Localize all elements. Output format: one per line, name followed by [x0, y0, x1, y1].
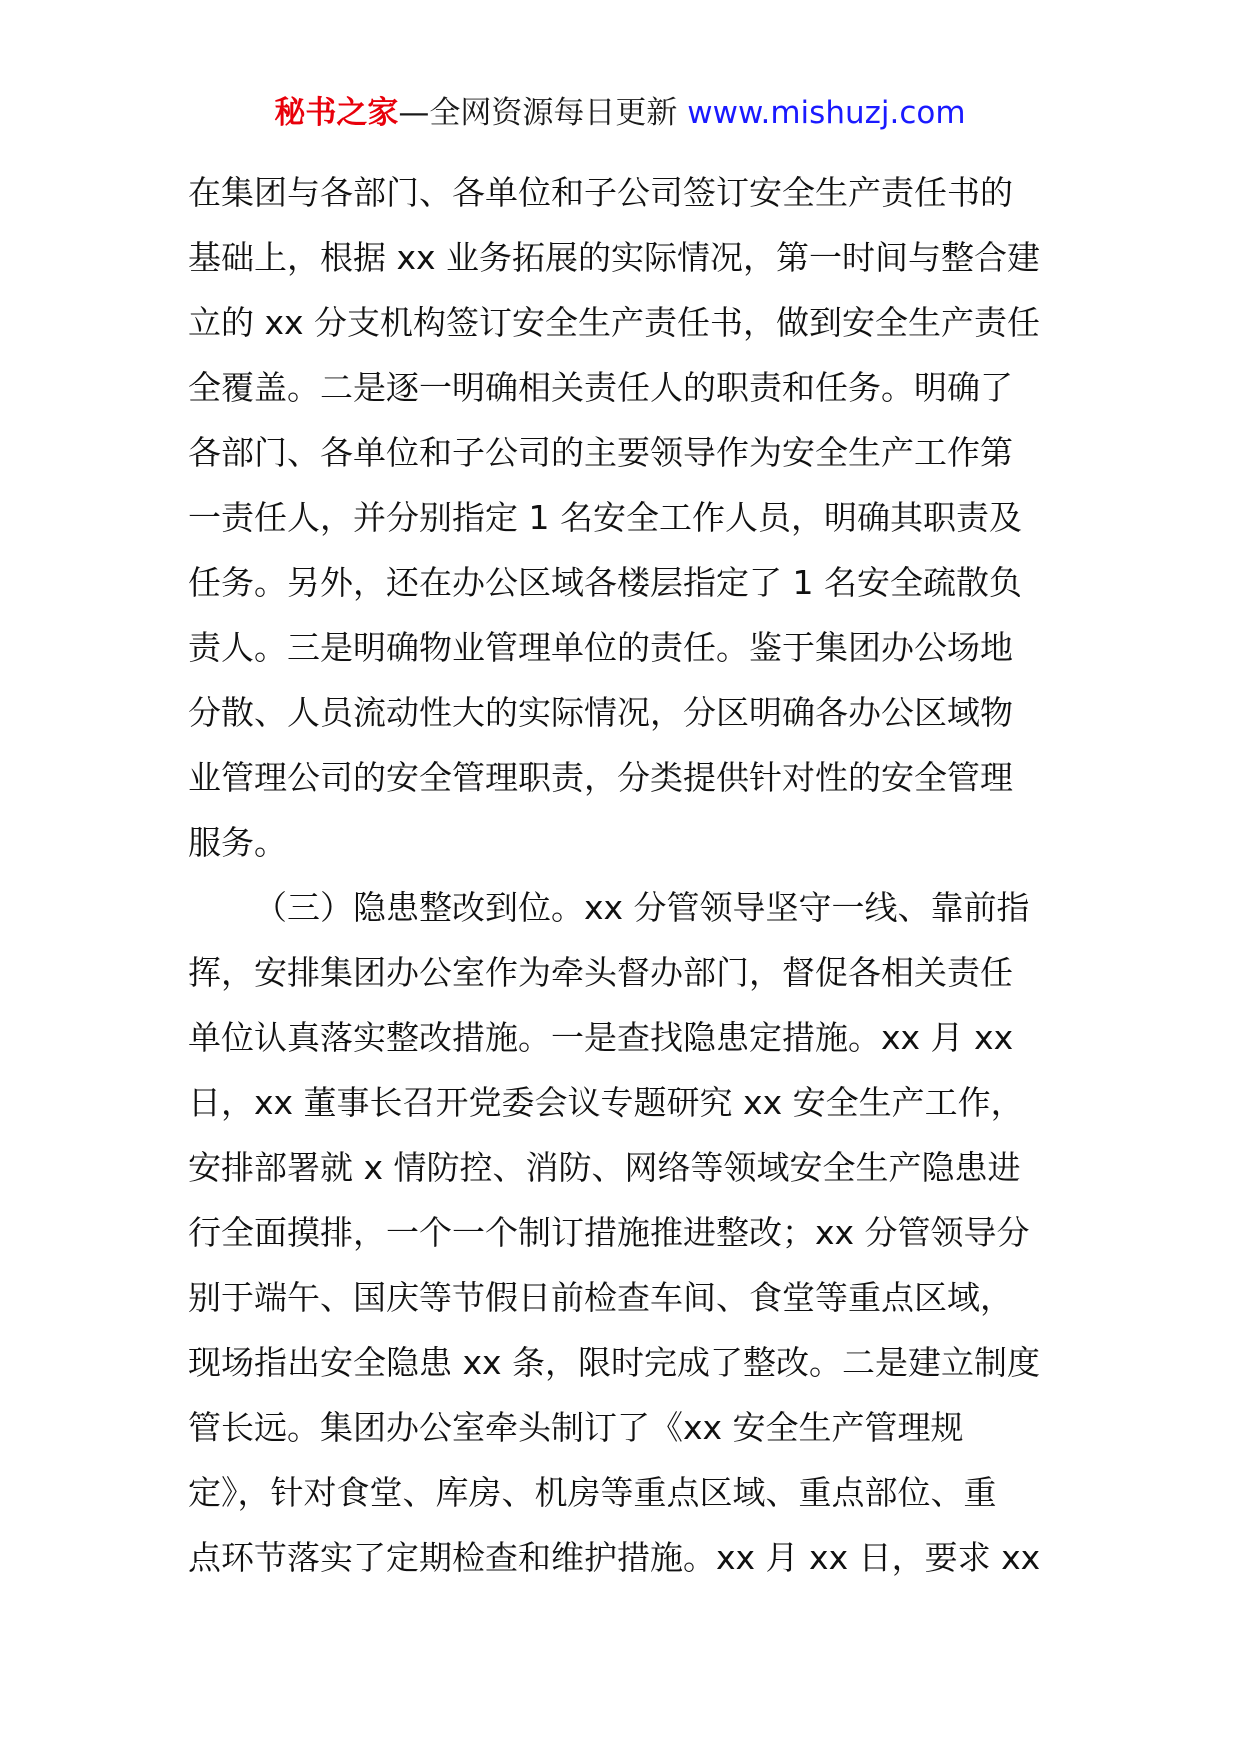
section-heading-line: （三）隐患整改到位。xx 分管领导坚守一线、靠前指 [254, 888, 1030, 927]
text-line: 全覆盖。二是逐一明确相关责任人的职责和任务。明确了 [188, 368, 1013, 407]
text-line: 单位认真落实整改措施。一是查找隐患定措施。xx 月 xx [188, 1018, 1014, 1057]
text-line: 在集团与各部门、各单位和子公司签订安全生产责任书的 [188, 173, 1013, 212]
brand-name: 秘书之家 [274, 95, 399, 131]
text-line: 基础上，根据 xx 业务拓展的实际情况，第一时间与整合建 [188, 238, 1041, 277]
text-line: 业管理公司的安全管理职责，分类提供针对性的安全管理 [188, 758, 1013, 797]
text-line: 别于端午、国庆等节假日前检查车间、食堂等重点区域， [188, 1278, 1013, 1317]
site-header [0, 88, 1240, 138]
text-line: 点环节落实了定期检查和维护措施。xx 月 xx 日，要求 xx [188, 1538, 1041, 1577]
text-line: 管长远。集团办公室牵头制订了《xx 安全生产管理规 [188, 1408, 964, 1447]
document-body [188, 160, 1064, 1590]
text-line: 日，xx 董事长召开党委会议专题研究 xx 安全生产工作， [188, 1083, 1024, 1122]
text-line: 责人。三是明确物业管理单位的责任。鉴于集团办公场地 [188, 628, 1013, 667]
header-slogan: —全网资源每日更新 [398, 95, 678, 131]
text-line: 定》，针对食堂、库房、机房等重点区域、重点部位、重 [188, 1473, 997, 1512]
site-url-link[interactable]: www.mishuzj.com [687, 95, 966, 131]
text-line: 任务。另外，还在办公区域各楼层指定了 1 名安全疏散负 [188, 563, 1022, 602]
text-line: 一责任人，并分别指定 1 名安全工作人员，明确其职责及 [188, 498, 1022, 537]
text-line: 立的 xx 分支机构签订安全生产责任书，做到安全生产责任 [188, 303, 1041, 342]
text-line: 现场指出安全隐患 xx 条，限时完成了整改。二是建立制度 [188, 1343, 1041, 1382]
text-line: 行全面摸排，一个一个制订措施推进整改；xx 分管领导分 [188, 1213, 1030, 1252]
text-line: 挥，安排集团办公室作为牵头督办部门，督促各相关责任 [188, 953, 1013, 992]
text-line: 服务。 [188, 823, 287, 862]
text-line: 各部门、各单位和子公司的主要领导作为安全生产工作第 [188, 433, 1013, 472]
text-line: 安排部署就 x 情防控、消防、网络等领域安全生产隐患进 [188, 1148, 1021, 1187]
text-line: 分散、人员流动性大的实际情况，分区明确各办公区域物 [188, 693, 1013, 732]
